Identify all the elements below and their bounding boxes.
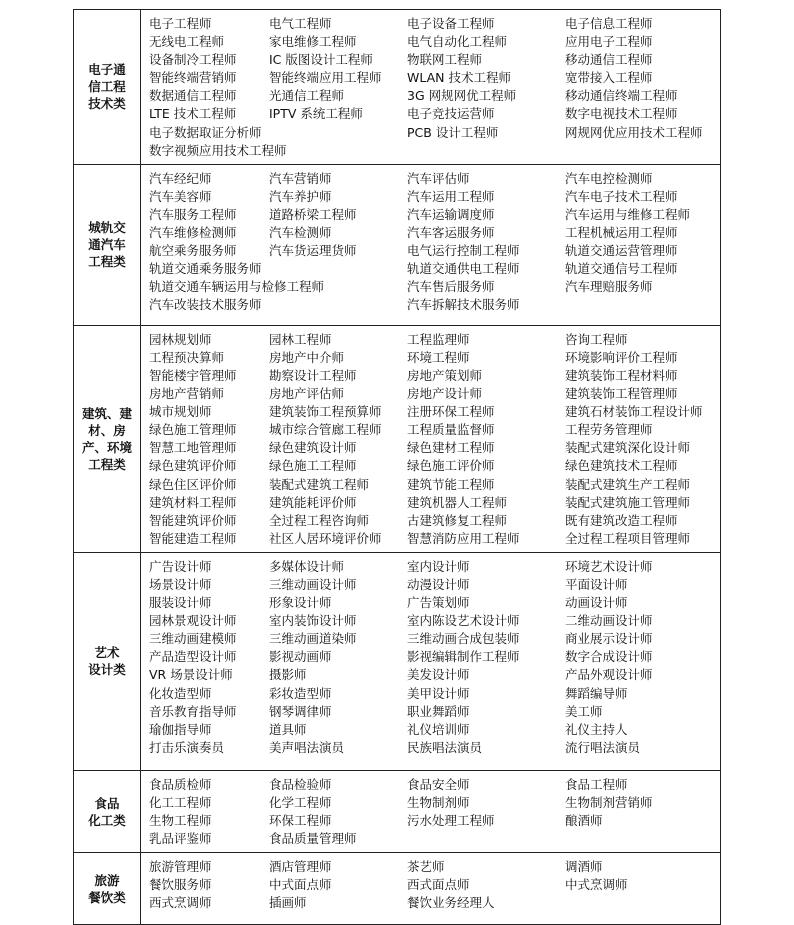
profession-item: 美声唱法演员: [269, 739, 345, 755]
profession-item: 汽车运用与维修工程师: [565, 206, 691, 222]
profession-line: [149, 349, 720, 367]
profession-item: 汽车维修检测师: [149, 225, 237, 241]
profession-item: 西式面点师: [407, 877, 470, 893]
profession-item: 汽车检测师: [269, 225, 332, 241]
profession-item: 美甲设计师: [407, 685, 470, 701]
profession-item: 绿色施工评价师: [407, 458, 495, 474]
profession-item: 城市规划师: [149, 404, 212, 420]
profession-item: 电子设备工程师: [407, 16, 495, 31]
profession-item: 智能楼宇管理师: [149, 367, 237, 383]
profession-item: 数字合成设计师: [565, 649, 653, 665]
profession-item: WLAN 技术工程师: [407, 70, 511, 86]
profession-item: 建筑石材装饰工程设计师: [565, 404, 703, 420]
profession-item: 服装设计师: [149, 595, 212, 611]
profession-line: [149, 15, 720, 33]
profession-line: [149, 124, 720, 142]
profession-list: [141, 10, 721, 165]
profession-list: [141, 552, 721, 770]
profession-line: [149, 612, 720, 630]
profession-item: 建筑装饰工程预算师: [269, 404, 382, 420]
profession-item: 古建筑修复工程师: [407, 512, 508, 528]
profession-item: 环保工程师: [269, 813, 332, 829]
profession-list: [141, 325, 721, 552]
profession-item: 生物制剂师: [407, 794, 470, 810]
profession-item: 应用电子工程师: [565, 34, 653, 50]
profession-item: 绿色建筑设计师: [269, 440, 357, 456]
profession-item: 光通信工程师: [269, 88, 345, 104]
profession-item: 全过程工程项目管理师: [565, 530, 691, 546]
profession-item: 室内装饰设计师: [269, 613, 357, 629]
profession-item: 智能建筑评价师: [149, 512, 237, 528]
profession-item: 注册环保工程师: [407, 404, 495, 420]
profession-item: VR 场景设计师: [149, 667, 233, 683]
profession-line: [149, 367, 720, 385]
profession-table: [73, 9, 721, 925]
profession-item: 汽车客运服务师: [407, 225, 495, 241]
profession-line: [149, 666, 720, 684]
profession-item: 音乐教育指导师: [149, 703, 237, 719]
profession-line: [149, 512, 720, 530]
profession-item: 工程质量监督师: [407, 422, 495, 438]
profession-line: [149, 558, 720, 576]
profession-line: [149, 858, 720, 876]
profession-table-body: [74, 10, 721, 925]
profession-item: 城市综合管廊工程师: [269, 422, 382, 438]
profession-item: IPTV 系统工程师: [269, 106, 363, 122]
profession-item: [269, 278, 407, 296]
profession-line: [149, 776, 720, 794]
profession-item: 轨道交通乘务服务师: [149, 261, 262, 277]
profession-line: [149, 576, 720, 594]
profession-item: 化工工程师: [149, 794, 212, 810]
profession-item: LTE 技术工程师: [149, 106, 237, 122]
profession-item: 道路桥梁工程师: [269, 206, 357, 222]
profession-item: 移动通信工程师: [565, 52, 653, 68]
section-row: [74, 325, 721, 552]
profession-item: 化妆造型师: [149, 685, 212, 701]
profession-item: 家电维修工程师: [269, 34, 357, 50]
profession-item: 绿色住区评价师: [149, 476, 237, 492]
profession-item: 多媒体设计师: [269, 558, 345, 574]
profession-item: 化学工程师: [269, 794, 332, 810]
profession-line: [149, 721, 720, 739]
profession-line: [149, 403, 720, 421]
profession-item: 民族唱法演员: [407, 739, 483, 755]
profession-item: 汽车服务工程师: [149, 206, 237, 222]
profession-item: 园林工程师: [269, 331, 332, 347]
profession-item: 电气工程师: [269, 16, 332, 31]
profession-item: 广告策划师: [407, 595, 470, 611]
profession-line: [149, 278, 720, 296]
profession-line: [149, 794, 720, 812]
profession-item: [269, 142, 407, 160]
profession-item: 汽车经纪师: [149, 170, 212, 186]
profession-item: 汽车理赔服务师: [565, 279, 653, 295]
profession-item: 酿酒师: [565, 813, 603, 829]
profession-item: 3G 网规网优工程师: [407, 88, 517, 104]
profession-item: 既有建筑改造工程师: [565, 512, 678, 528]
profession-line: [149, 260, 720, 278]
profession-item: 广告设计师: [149, 558, 212, 574]
profession-item: 建筑能耗评价师: [269, 494, 357, 510]
profession-item: 汽车电控检测师: [565, 170, 653, 186]
profession-item: 勘察设计工程师: [269, 367, 357, 383]
profession-item: 二维动画设计师: [565, 613, 653, 629]
profession-item: 智能终端应用工程师: [269, 70, 382, 86]
profession-item: PCB 设计工程师: [407, 124, 499, 140]
profession-item: 影视动画师: [269, 649, 332, 665]
profession-item: 工程劳务管理师: [565, 422, 653, 438]
profession-item: 食品工程师: [565, 776, 628, 792]
category-label: 电子通 信工程 技术类: [74, 10, 141, 165]
profession-item: 轨道交通车辆运用与检修工程师: [149, 279, 325, 295]
profession-line: [149, 594, 720, 612]
profession-item: [269, 124, 407, 142]
profession-line: [149, 685, 720, 703]
profession-line: [149, 87, 720, 105]
profession-item: 钢琴调律师: [269, 703, 332, 719]
profession-item: 产品外观设计师: [565, 667, 653, 683]
profession-item: 汽车运用工程师: [407, 188, 495, 204]
profession-item: 园林景观设计师: [149, 613, 237, 629]
profession-item: 流行唱法演员: [565, 739, 641, 755]
profession-line: [149, 331, 720, 349]
profession-item: [407, 142, 565, 160]
profession-item: 绿色施工管理师: [149, 422, 237, 438]
profession-item: 园林规划师: [149, 331, 212, 347]
profession-item: 摄影师: [269, 667, 307, 683]
profession-item: 动画设计师: [565, 595, 628, 611]
profession-item: 智能建造工程师: [149, 530, 237, 546]
profession-item: 汽车营销师: [269, 170, 332, 186]
profession-item: 物联网工程师: [407, 52, 483, 68]
profession-list: [141, 853, 721, 925]
profession-item: 职业舞蹈师: [407, 703, 470, 719]
profession-item: [407, 830, 565, 848]
profession-line: [149, 494, 720, 512]
profession-item: [565, 830, 725, 848]
profession-line: [149, 894, 720, 912]
profession-line: [149, 142, 720, 160]
profession-item: 汽车评估师: [407, 170, 470, 186]
profession-list: [141, 164, 721, 325]
profession-item: 电气运行控制工程师: [407, 243, 520, 259]
profession-item: 智能终端营销师: [149, 70, 237, 86]
profession-item: 绿色施工工程师: [269, 458, 357, 474]
profession-item: 茶艺师: [407, 859, 445, 875]
profession-item: 绿色建材工程师: [407, 440, 495, 456]
profession-item: 动漫设计师: [407, 576, 470, 592]
profession-item: 电子工程师: [149, 16, 212, 31]
profession-item: 礼仪培训师: [407, 721, 470, 737]
profession-item: 汽车改装技术服务师: [149, 297, 262, 313]
profession-item: 形象设计师: [269, 595, 332, 611]
category-label: 食品 化工类: [74, 770, 141, 852]
profession-item: 礼仪主持人: [565, 721, 628, 737]
profession-line: [149, 439, 720, 457]
profession-item: 瑜伽指导师: [149, 721, 212, 737]
profession-line: [149, 385, 720, 403]
profession-item: 网规网优应用技术工程师: [565, 124, 703, 140]
profession-item: 咨询工程师: [565, 331, 628, 347]
profession-line: [149, 457, 720, 475]
category-label: 城轨交 通汽车 工程类: [74, 164, 141, 325]
profession-item: 装配式建筑生产工程师: [565, 476, 691, 492]
profession-item: [269, 260, 407, 278]
profession-item: 社区人居环境评价师: [269, 530, 382, 546]
profession-item: 无线电工程师: [149, 34, 225, 50]
profession-item: IC 版图设计工程师: [269, 52, 373, 68]
profession-item: 产品造型设计师: [149, 649, 237, 665]
profession-line: [149, 830, 720, 848]
profession-item: 数据通信工程师: [149, 88, 237, 104]
profession-item: 全过程工程咨询师: [269, 512, 370, 528]
profession-item: 乳品评鉴师: [149, 831, 212, 847]
profession-item: 绿色建筑评价师: [149, 458, 237, 474]
profession-item: 污水处理工程师: [407, 813, 495, 829]
profession-item: 房地产设计师: [407, 386, 483, 402]
section-row: [74, 853, 721, 925]
profession-line: [149, 170, 720, 188]
profession-line: [149, 421, 720, 439]
profession-item: 酒店管理师: [269, 859, 332, 875]
profession-item: 汽车养护师: [269, 188, 332, 204]
profession-item: 舞蹈编导师: [565, 685, 628, 701]
profession-item: 三维动画建模师: [149, 631, 237, 647]
profession-line: [149, 105, 720, 123]
profession-item: 餐饮服务师: [149, 877, 212, 893]
profession-item: 生物工程师: [149, 813, 212, 829]
profession-item: 食品安全师: [407, 776, 470, 792]
profession-line: [149, 648, 720, 666]
profession-item: 三维动画道染师: [269, 631, 357, 647]
profession-item: 工程预决算师: [149, 349, 225, 365]
profession-item: 电子数据取证分析师: [149, 124, 262, 140]
profession-item: 轨道交通供电工程师: [407, 261, 520, 277]
profession-item: 三维动画设计师: [269, 576, 357, 592]
section-row: [74, 770, 721, 852]
section-row: [74, 164, 721, 325]
profession-item: 环境影响评价工程师: [565, 349, 678, 365]
profession-item: 智慧消防应用工程师: [407, 530, 520, 546]
profession-item: 调酒师: [565, 859, 603, 875]
profession-item: 汽车电子技术工程师: [565, 188, 678, 204]
profession-item: 装配式建筑深化设计师: [565, 440, 691, 456]
profession-item: 餐饮业务经理人: [407, 895, 495, 911]
profession-item: 轨道交通信号工程师: [565, 261, 678, 277]
profession-item: 建筑节能工程师: [407, 476, 495, 492]
profession-item: 食品质检师: [149, 776, 212, 792]
profession-item: 中式烹调师: [565, 877, 628, 893]
profession-item: 彩妆造型师: [269, 685, 332, 701]
category-label: 旅游 餐饮类: [74, 853, 141, 925]
profession-item: 电气自动化工程师: [407, 34, 508, 50]
profession-item: 移动通信终端工程师: [565, 88, 678, 104]
profession-item: 环境工程师: [407, 349, 470, 365]
profession-line: [149, 242, 720, 260]
profession-item: 汽车售后服务师: [407, 279, 495, 295]
profession-item: 智慧工地管理师: [149, 440, 237, 456]
profession-item: [565, 296, 725, 314]
profession-line: [149, 296, 720, 314]
profession-item: 房地产中介师: [269, 349, 345, 365]
profession-item: 建筑材料工程师: [149, 494, 237, 510]
profession-item: 汽车运输调度师: [407, 206, 495, 222]
profession-item: 电子竞技运营师: [407, 106, 495, 122]
profession-line: [149, 630, 720, 648]
profession-item: 电子信息工程师: [565, 16, 653, 31]
profession-item: 美发设计师: [407, 667, 470, 683]
profession-line: [149, 703, 720, 721]
profession-item: 插画师: [269, 895, 307, 911]
profession-line: [149, 812, 720, 830]
profession-item: 绿色建筑技术工程师: [565, 458, 678, 474]
profession-item: 环境艺术设计师: [565, 558, 653, 574]
profession-item: 生物制剂营销师: [565, 794, 653, 810]
profession-item: 三维动画合成包装师: [407, 631, 520, 647]
profession-line: [149, 224, 720, 242]
profession-item: 航空乘务服务师: [149, 243, 237, 259]
section-row: [74, 552, 721, 770]
profession-item: 数字电视技术工程师: [565, 106, 678, 122]
profession-item: [565, 142, 725, 160]
profession-item: 室内陈设艺术设计师: [407, 613, 520, 629]
profession-item: 西式烹调师: [149, 895, 212, 911]
profession-item: 影视编辑制作工程师: [407, 649, 520, 665]
profession-item: [269, 296, 407, 314]
profession-item: 室内设计师: [407, 558, 470, 574]
profession-item: 汽车拆解技术服务师: [407, 297, 520, 313]
profession-item: 装配式建筑工程师: [269, 476, 370, 492]
profession-line: [149, 69, 720, 87]
profession-item: 汽车货运理货师: [269, 243, 357, 259]
profession-line: [149, 476, 720, 494]
category-label: 建筑、建 材、房 产、环境 工程类: [74, 325, 141, 552]
profession-item: 工程机械运用工程师: [565, 225, 678, 241]
profession-item: 中式面点师: [269, 877, 332, 893]
profession-item: 工程监理师: [407, 331, 470, 347]
profession-item: 装配式建筑施工管理师: [565, 494, 691, 510]
profession-item: 旅游管理师: [149, 859, 212, 875]
profession-item: 建筑装饰工程材料师: [565, 367, 678, 383]
profession-line: [149, 206, 720, 224]
profession-item: 场景设计师: [149, 576, 212, 592]
profession-line: [149, 876, 720, 894]
profession-item: 轨道交通运营管理师: [565, 243, 678, 259]
profession-line: [149, 739, 720, 757]
category-label: 艺术 设计类: [74, 552, 141, 770]
profession-item: 房地产策划师: [407, 367, 483, 383]
profession-item: 道具师: [269, 721, 307, 737]
section-row: [74, 10, 721, 165]
profession-item: 房地产营销师: [149, 386, 225, 402]
profession-item: 设备制冷工程师: [149, 52, 237, 68]
profession-line: [149, 530, 720, 548]
profession-item: [565, 894, 725, 912]
profession-line: [149, 188, 720, 206]
profession-item: 食品质量管理师: [269, 831, 357, 847]
profession-item: 打击乐演奏员: [149, 739, 225, 755]
profession-item: 美工师: [565, 703, 603, 719]
profession-item: 建筑装饰工程管理师: [565, 386, 678, 402]
profession-item: 数字视频应用技术工程师: [149, 142, 287, 158]
profession-item: 商业展示设计师: [565, 631, 653, 647]
profession-item: 建筑机器人工程师: [407, 494, 508, 510]
profession-item: 宽带接入工程师: [565, 70, 653, 86]
profession-item: 平面设计师: [565, 576, 628, 592]
profession-item: 食品检验师: [269, 776, 332, 792]
profession-list: [141, 770, 721, 852]
profession-item: 汽车美容师: [149, 188, 212, 204]
profession-line: [149, 33, 720, 51]
profession-item: 房地产评估师: [269, 386, 345, 402]
profession-line: [149, 51, 720, 69]
